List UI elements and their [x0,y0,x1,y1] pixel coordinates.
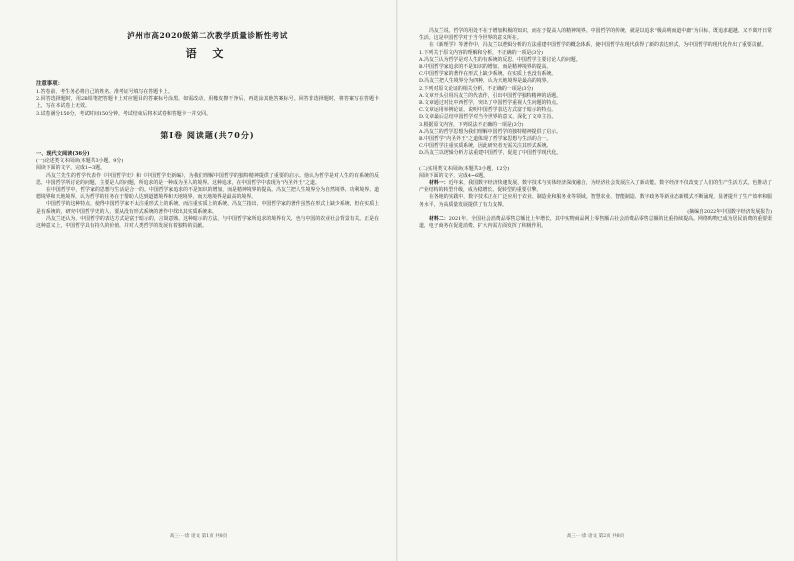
notice-item: 1.答卷前，考生务必将自己的姓名、准考证号填写在答题卡上。 [36,89,173,95]
question-option: D.冯友兰把人生境界分为四种，认为天地境界是最高的境界。 [419,78,552,85]
subject-title: 语 文 [185,47,230,60]
question-option: C.文章运用举例论证，说明中国哲学表达方式富于暗示的特点。 [419,107,557,114]
material-label: 材料二： [429,216,449,223]
passage-paragraph: 中国哲学的这种特点，使得中国哲学家不太注重形式上的系统，而注重实质上的系统。冯友兰指出，中国哲学家的著作虽然在形式上缺少系统，但在实质上是有系统的，研究中国哲学史的人，要从没有形式系统的著作中找出其实质系统来。 [36,201,379,215]
question-option: A.文章开头引用冯友兰的代表作，引出中国哲学独特精神的话题。 [419,92,562,99]
right-page [397,0,794,561]
passage-paragraph: 在中国哲学中，哲学家的思想与生活是合一的。中国哲学家追求的不是知识的增加，而是精神境界的提高。冯友兰把人生境界分为自然境界、功利境界、道德境界和天地境界，认为哲学的任务在于帮助人达到道德境界和天地境界，而天地境界是最高的境界。 [36,187,379,201]
material-1-cont: 在各地的实践中，数字技术正在广泛应用于农业、制造业和服务业等领域。智慧农业、智能制造、数字政务等新业态新模式不断涌现，显著提升了生产效率和服务水平，为高质量发展提供了有力支撑。 [419,194,772,208]
question-2: 2.下列对原文论证的相关分析，不正确的一项是(3分) [419,85,534,92]
question-1: 1.下列关于原文内容的理解和分析，不正确的一项是(3分) [419,49,544,56]
exam-title: 泸州市高2020级第二次教学质量诊断性考试 [127,31,288,40]
question-option: B.中国哲学家追求的不是知识的增加，而是精神境界的提高。 [419,64,552,71]
notice-heading: 注意事项： [36,81,63,87]
subpart-heading: (二)实用类文本阅读(本题共3小题，12分) [419,165,510,172]
question-option: B.文章通过对比中西哲学，突出了中国哲学重视人生问题的特点。 [419,100,562,107]
question-option: C.中国哲学家的著作在形式上缺少系统，在实质上也没有系统。 [419,71,557,78]
passage-paragraph: 在《新理学》等著作中，冯友兰以逻辑分析的方法重建中国哲学的概念体系，使中国哲学在现代获得了新的表达形式，为中国哲学的现代化作出了重要贡献。 [429,42,767,49]
question-3: 3.根据原文内容，下列说法不正确的一项是(3分) [419,121,524,128]
question-option: C.中国哲学注重实质系统，因此研究者无需关注其形式系统。 [419,143,552,150]
passage-paragraph: 冯友兰还认为，中国哲学的表达方式是富于暗示的，言简意赅。这种暗示的方法，与中国哲学家所追求的境界有关，也与中国的农业社会背景有关。正是在这种意义上，中国哲学具有持久的价值，并对人类哲学的发展有着独特的贡献。 [36,215,379,230]
question-option: D.文章最后总结中国哲学对当今世界的意义，深化了文章主旨。 [419,114,557,121]
material-1 [419,180,772,194]
question-option: A.冯友兰的哲学思想为我们理解中国哲学的独特精神提供了启示。 [419,128,562,135]
notice-item: 3.试卷满分150分，考试时间150分钟。考试结束后将本试卷和答题卡一并交回。 [36,110,211,117]
instruction: 阅读下面的文字，完成4~6题。 [419,172,489,179]
section-title: 第Ⅰ卷 阅读题(共70分) [160,129,255,140]
passage-paragraph: 冯友兰说，哲学的用处不在于增加积极的知识，而在于提高人的精神境界。中国哲学的传统，就是以追求“极高明而道中庸”为目标，既追求超越，又不离开日常生活。这是中国哲学对于当今世界的意义所在。 [419,28,772,42]
question-option: A.冯友兰认为哲学是对人生的有系统的反思，中国哲学主要讨论人的问题。 [419,56,581,63]
spacer [419,158,772,166]
material-source: (摘编自2022年中国数字经济发展报告) [687,208,772,215]
question-option: D.冯友兰以逻辑分析方法重建中国哲学，促进了中国哲学现代化。 [419,150,562,157]
subpart-heading: (一)论述类文本阅读(本题共3小题，9分) [36,158,124,165]
question-option: B.中国哲学“内圣外王”之道体现了哲学家思想与生活的合一。 [419,136,552,143]
material-2 [419,216,772,230]
material-label: 材料一： [429,180,449,187]
material-text: 近年来，我国数字经济快速发展，数字技术与实体经济深度融合，为经济社会发展注入了新动能。数字经济不仅改变了人们的生产生活方式，也推动了产业结构的转型升级，成为稳增长、促转型的重要引擎。 [419,180,772,194]
part-heading: 一、现代文阅读(36分) [36,150,90,157]
notice-item: 2.回答选择题时，用2B铅笔把答题卡上对应题目的答案标号涂黑。如需改动，用橡皮擦干净后，再选涂其他答案标号。回答非选择题时，将答案写在答题卡上，写在本试卷上无效。 [36,96,379,110]
passage-paragraph: 冯友兰先生的哲学代表作《中国哲学史》和《中国哲学史新编》，为我们理解中国哲学的独特精神提供了重要的启示。他认为哲学是对人生的有系统的反思，中国哲学所讨论的问题，主要是人的问题，所追求的是一种成为圣人的境界。这种追求，在中国哲学中表现为“内圣外王”之道。 [36,172,379,186]
page-footer: 高三·一诊 语文 第1页 共8页 [169,534,228,539]
page-footer: 高三·一诊 语文 第2页 共8页 [566,534,625,539]
material-text: 2021年，全国社会消费品零售总额比上年增长，其中实物商品网上零售额占社会消费品零售总额的比重持续提高。网络购物已成为居民消费的重要渠道，电子商务在促进消费、扩大内需方面发挥了积极作用。 [419,216,772,230]
instruction: 阅读下面的文字，完成1~3题。 [36,165,106,172]
